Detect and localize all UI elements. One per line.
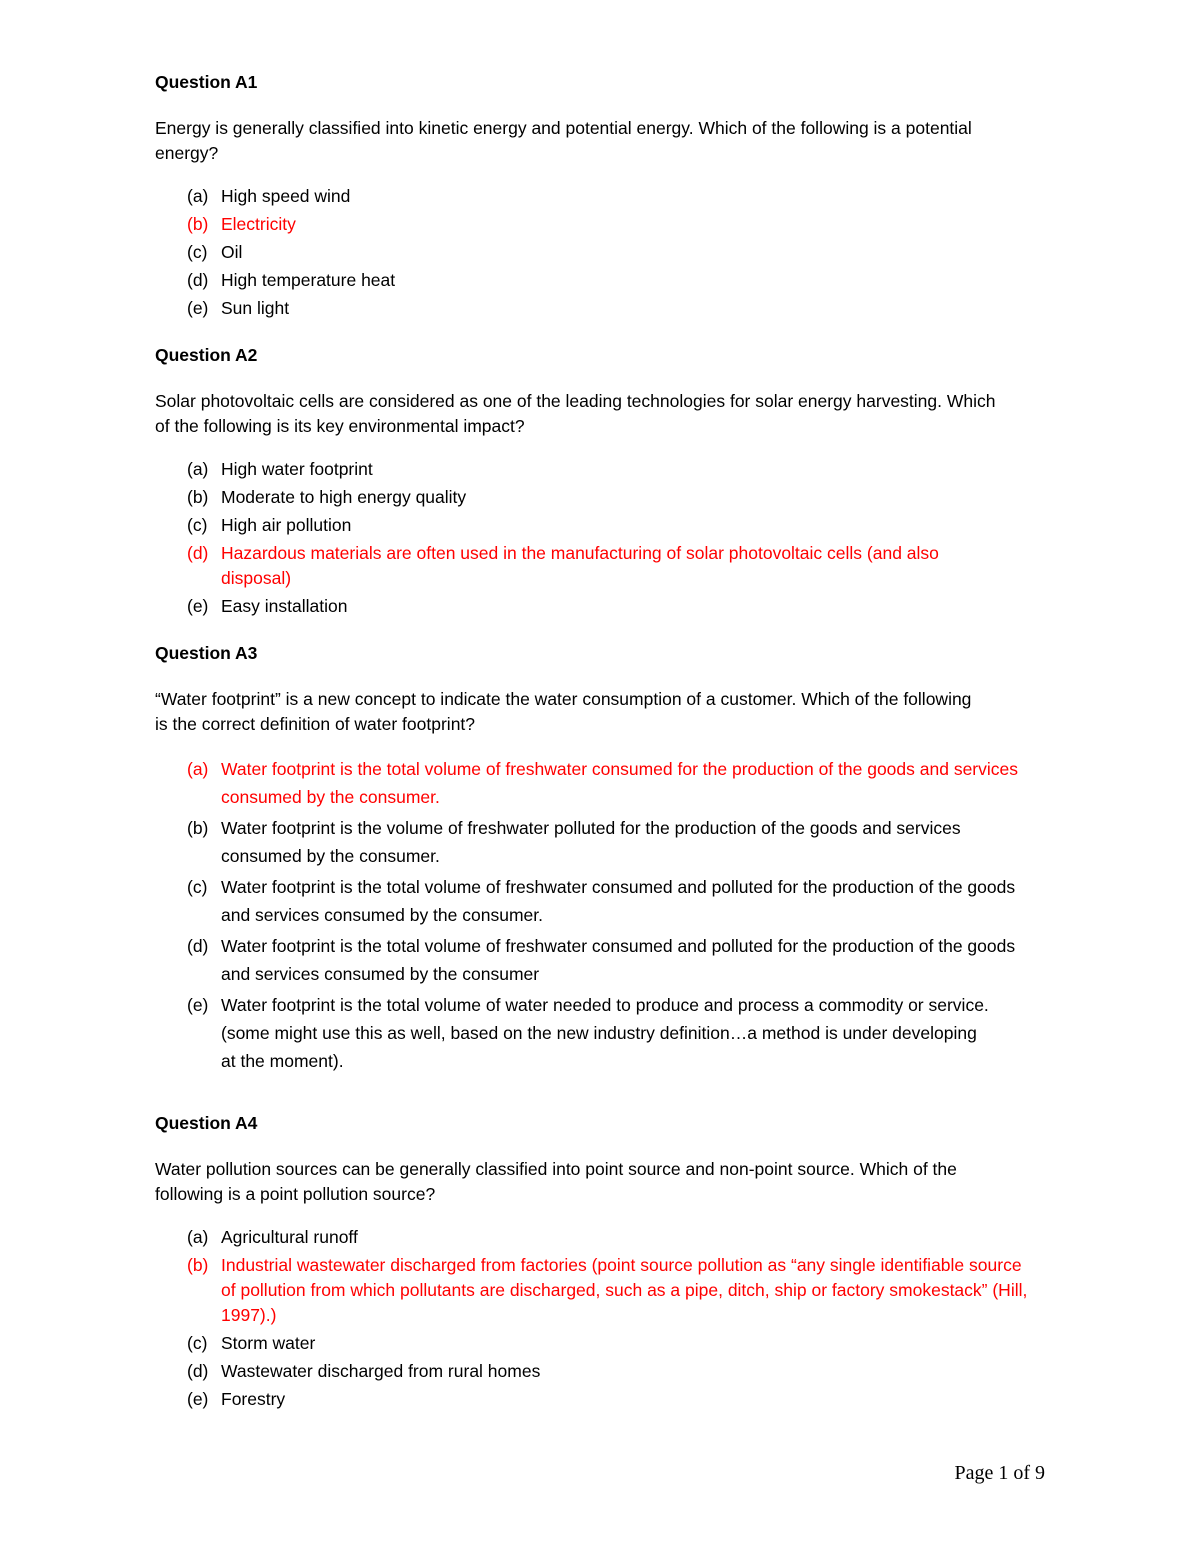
option-a <box>155 184 1045 209</box>
option-text: Hazardous materials are often used in the manufacturing of solar photovoltaic cells (and also disposal) <box>221 543 939 588</box>
option-a <box>155 1225 1045 1250</box>
option-letter: (d) <box>187 270 209 290</box>
option-text: Water footprint is the total volume of freshwater consumed and polluted for the production of the goods and services consumed by the consumer. <box>221 877 1016 925</box>
option-e <box>155 1387 1045 1412</box>
option-letter: (b) <box>187 1255 209 1275</box>
option-e <box>155 594 1045 619</box>
question-title: Question A2 <box>155 345 258 365</box>
option-b <box>155 485 1045 510</box>
option-d <box>155 1359 1045 1384</box>
option-letter: (d) <box>187 543 209 563</box>
option-d <box>155 932 1045 988</box>
option-letter: (a) <box>187 186 209 206</box>
question-stem: “Water footprint” is a new concept to indicate the water consumption of a customer. Which of the following is the correct definition of water footprint? <box>155 689 972 734</box>
option-e <box>155 991 1045 1075</box>
option-c <box>155 513 1045 538</box>
option-d <box>155 268 1045 293</box>
option-list <box>155 184 1045 321</box>
option-letter: (e) <box>187 1389 209 1409</box>
option-e <box>155 296 1045 321</box>
option-letter: (d) <box>187 1361 209 1381</box>
question-title: Question A1 <box>155 72 258 92</box>
question-stem: Water pollution sources can be generally classified into point source and non-point source. Which of the following is a point pollution source? <box>155 1159 957 1204</box>
option-text: Forestry <box>221 1389 286 1409</box>
option-text: Storm water <box>221 1333 316 1353</box>
option-list <box>155 1225 1045 1412</box>
option-letter: (c) <box>187 242 208 262</box>
option-letter: (e) <box>187 596 209 616</box>
option-text: High temperature heat <box>221 270 396 290</box>
option-letter: (e) <box>187 298 209 318</box>
option-text: Water footprint is the volume of freshwater polluted for the production of the goods and services consumed by the consumer. <box>221 818 961 866</box>
option-letter: (c) <box>187 877 208 897</box>
option-letter: (a) <box>187 759 209 779</box>
option-b-correct <box>155 1253 1045 1328</box>
option-text: Industrial wastewater discharged from factories (point source pollution as “any single identifiable source of pollution from which pollutants are discharged, such as a pipe, ditch, ship or factory smokestack” (Hill, 1997).) <box>221 1255 1028 1325</box>
option-text: Moderate to high energy quality <box>221 487 467 507</box>
option-letter: (b) <box>187 487 209 507</box>
option-list <box>155 755 1045 1075</box>
option-letter: (a) <box>187 1227 209 1247</box>
question-stem: Energy is generally classified into kinetic energy and potential energy. Which of the following is a potential energy? <box>155 118 972 163</box>
question-a4 <box>155 1109 1045 1412</box>
option-a <box>155 457 1045 482</box>
option-letter: (c) <box>187 1333 208 1353</box>
option-b <box>155 814 1045 870</box>
option-text: Water footprint is the total volume of freshwater consumed for the production of the goods and services consumed by the consumer. <box>221 759 1018 807</box>
option-text: Water footprint is the total volume of water needed to produce and process a commodity or service. (some might use this as well, based on the new industry definition…a method is under developing at the moment). <box>221 995 989 1071</box>
option-c <box>155 240 1045 265</box>
option-text: Water footprint is the total volume of freshwater consumed and polluted for the production of the goods and services consumed by the consumer <box>221 936 1016 984</box>
option-text: Sun light <box>221 298 290 318</box>
option-c <box>155 1331 1045 1356</box>
question-a3 <box>155 639 1045 1075</box>
option-letter: (a) <box>187 459 209 479</box>
option-letter: (b) <box>187 818 209 838</box>
option-letter: (c) <box>187 515 208 535</box>
option-a-correct <box>155 755 1045 811</box>
option-text: Oil <box>221 242 243 262</box>
option-text: Wastewater discharged from rural homes <box>221 1361 541 1381</box>
question-title: Question A3 <box>155 643 258 663</box>
option-text: Easy installation <box>221 596 348 616</box>
question-title: Question A4 <box>155 1113 258 1133</box>
option-text: High speed wind <box>221 186 351 206</box>
page-number: Page 1 of 9 <box>954 1462 1045 1484</box>
option-text: Electricity <box>221 214 296 234</box>
option-letter: (b) <box>187 214 209 234</box>
option-text: High water footprint <box>221 459 373 479</box>
question-a1 <box>155 68 1045 321</box>
document-content <box>155 68 1045 1432</box>
option-list <box>155 457 1045 619</box>
option-letter: (e) <box>187 995 209 1015</box>
option-d-correct <box>155 541 1045 591</box>
option-letter: (d) <box>187 936 209 956</box>
option-c <box>155 873 1045 929</box>
option-text: Agricultural runoff <box>221 1227 358 1247</box>
option-b-correct <box>155 212 1045 237</box>
question-a2 <box>155 341 1045 619</box>
question-stem: Solar photovoltaic cells are considered as one of the leading technologies for solar energy harvesting. Which of the following is its key environmental impact? <box>155 391 996 436</box>
option-text: High air pollution <box>221 515 352 535</box>
